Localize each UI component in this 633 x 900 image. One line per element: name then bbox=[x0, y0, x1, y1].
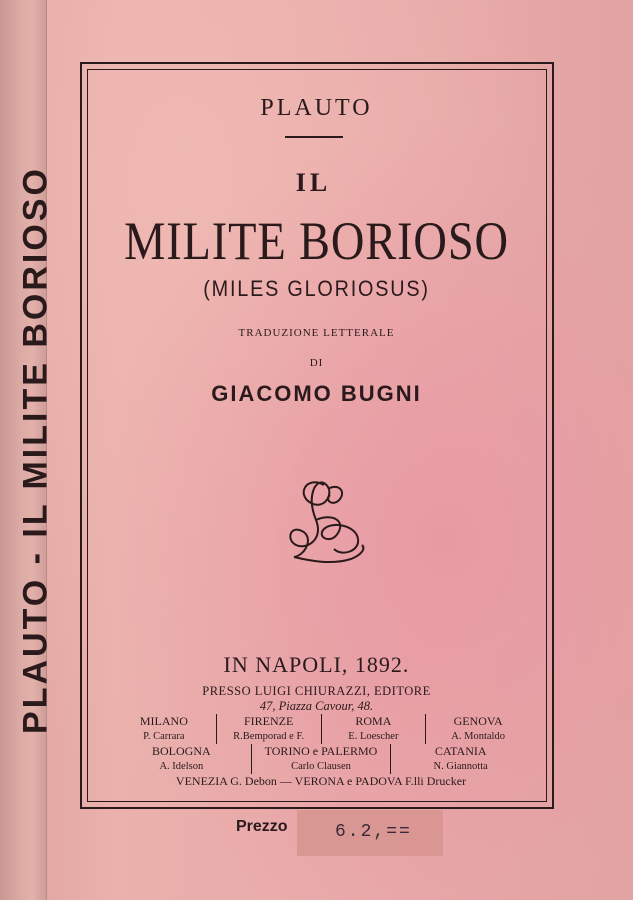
agent-cell: R.Bemporad e F. bbox=[216, 729, 321, 744]
agent-cell: P. Carrara bbox=[143, 731, 185, 742]
author-rule bbox=[285, 136, 343, 138]
distributors-table bbox=[112, 714, 530, 774]
agent-cell: A. Montaldo bbox=[425, 729, 530, 744]
agent-cell: N. Giannotta bbox=[390, 759, 530, 774]
city-cell: TORINO e PALERMO bbox=[251, 744, 391, 759]
city-cell: CATANIA bbox=[390, 744, 530, 759]
city-cell: BOLOGNA bbox=[152, 744, 211, 758]
agent-cell: Carlo Clausen bbox=[251, 759, 391, 774]
spine-title: PLAUTO - IL MILITE BORIOSO bbox=[16, 166, 55, 734]
cities-row-2 bbox=[112, 744, 530, 759]
book-subtitle: (MILES GLORIOSUS) bbox=[203, 276, 430, 301]
city-cell: MILANO bbox=[139, 714, 188, 728]
publisher-line: PRESSO LUIGI CHIURAZZI, EDITORE bbox=[202, 684, 431, 698]
title-article: IL bbox=[295, 168, 332, 197]
city-cell: ROMA bbox=[321, 714, 426, 729]
translation-note: TRADUZIONE LETTERALE bbox=[238, 327, 395, 339]
cities-row-1 bbox=[112, 714, 530, 729]
city-cell: FIRENZE bbox=[216, 714, 321, 729]
publisher-monogram-icon bbox=[276, 465, 371, 575]
price-value: 6.2,== bbox=[335, 822, 412, 842]
by-label: DI bbox=[309, 357, 324, 369]
publisher-address: 47, Piazza Cavour, 48. bbox=[259, 699, 374, 713]
venice-verona-line: VENEZIA G. Debon — VERONA e PADOVA F.lli Drucker bbox=[175, 774, 467, 788]
agents-row-2 bbox=[112, 759, 530, 774]
translator-name: GIACOMO BUGNI bbox=[211, 381, 422, 406]
city-cell: GENOVA bbox=[425, 714, 530, 729]
agent-cell: E. Loescher bbox=[321, 729, 426, 744]
book-title: MILITE BORIOSO bbox=[124, 211, 509, 271]
price-label: Prezzo bbox=[236, 818, 288, 835]
book-spine bbox=[0, 0, 55, 900]
agent-cell: A. Idelson bbox=[159, 761, 204, 772]
agents-row-1 bbox=[112, 729, 530, 744]
place-and-year: IN NAPOLI, 1892. bbox=[223, 652, 410, 677]
author-name: PLAUTO bbox=[260, 95, 373, 121]
